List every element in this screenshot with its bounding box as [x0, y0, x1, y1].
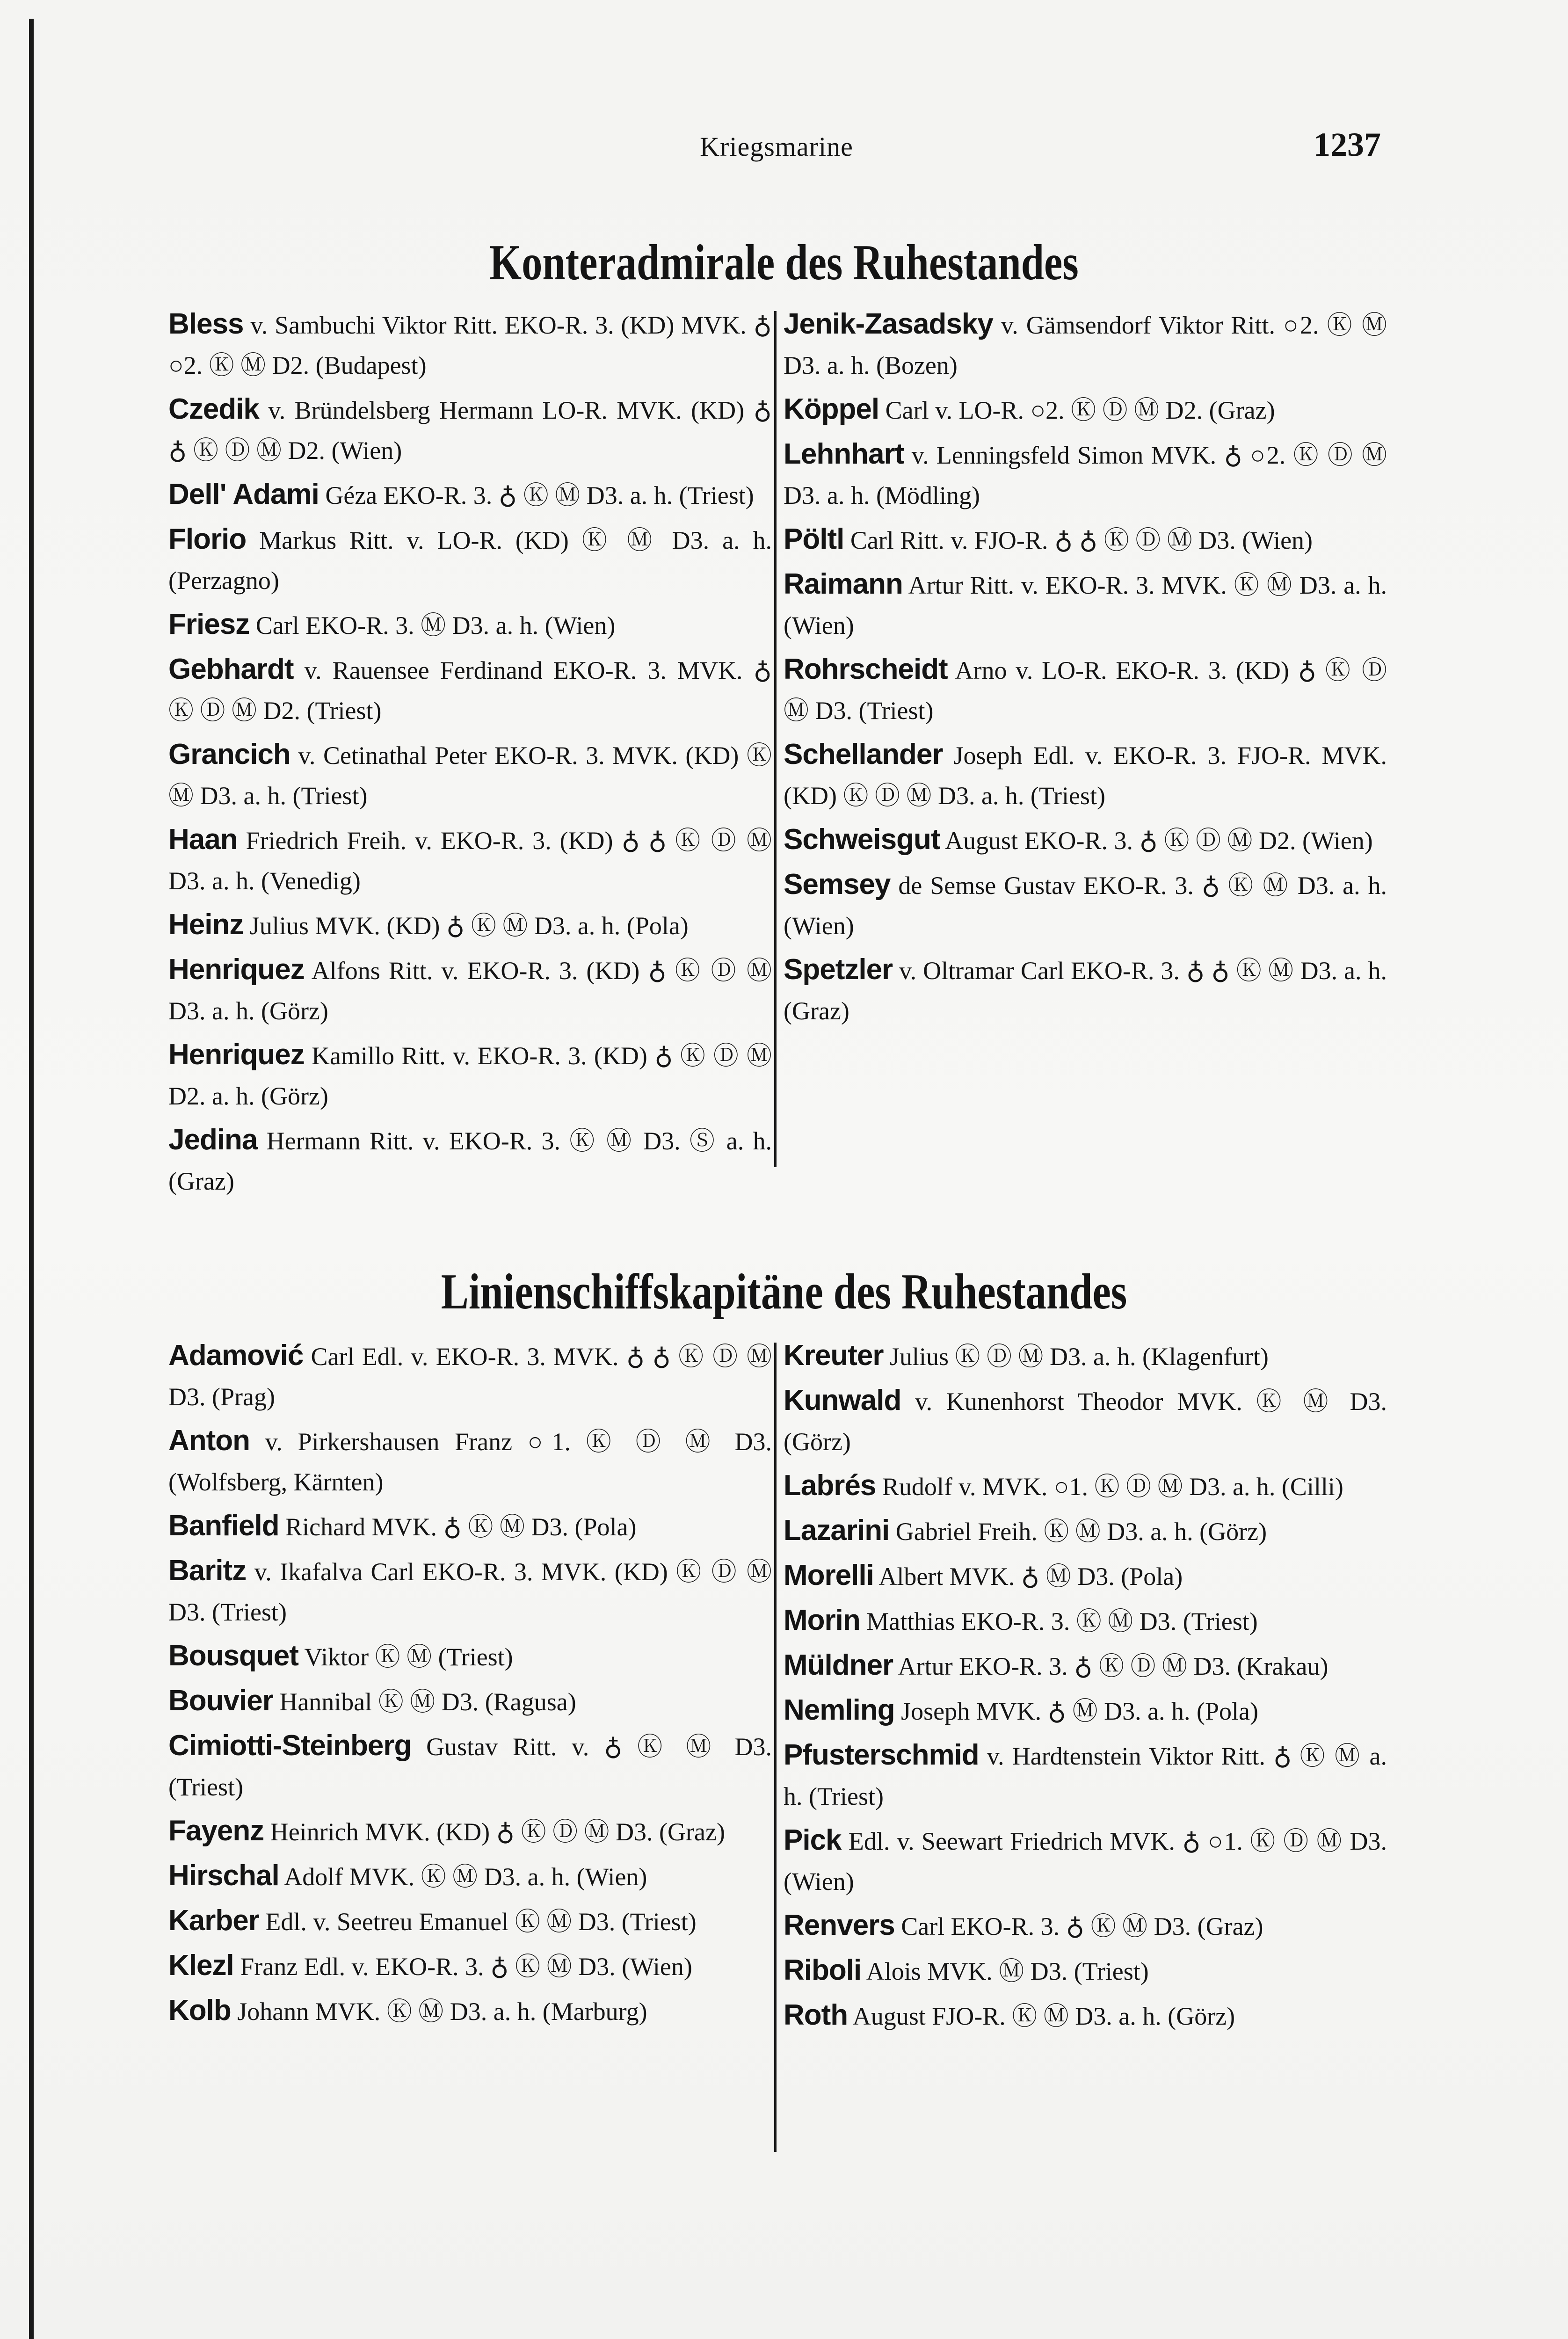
entry-details: August EKO-R. 3. ♁ Ⓚ Ⓓ Ⓜ D2. (Wien) [940, 827, 1373, 855]
entry-surname: Hirschal [168, 1860, 279, 1892]
directory-entry [168, 304, 772, 385]
entry-surname: Bless [168, 308, 244, 340]
column-divider [774, 1343, 777, 2152]
directory-entry [784, 434, 1387, 516]
entry-surname: Henriquez [168, 1039, 305, 1071]
directory-entry [168, 1551, 772, 1632]
directory-entry [168, 1336, 772, 1417]
directory-entry [784, 1995, 1387, 2036]
entry-surname: Jedina [168, 1124, 258, 1156]
section-title-konteradmirale: Konteradmirale des Ruhestandes [489, 235, 1079, 291]
entry-surname: Czedik [168, 393, 259, 425]
entry-details: Arno v. LO-R. EKO-R. 3. (KD) ♁ Ⓚ Ⓓ Ⓜ D3. (Triest) [784, 656, 1387, 725]
entry-surname: Florio [168, 523, 247, 555]
directory-entry [168, 1811, 772, 1852]
directory-entry [168, 1035, 772, 1116]
directory-entry [784, 564, 1387, 646]
entry-surname: Adamović [168, 1339, 304, 1372]
directory-entry [784, 1380, 1387, 1462]
directory-entry [168, 820, 772, 901]
directory-entry [168, 604, 772, 646]
entry-surname: Grancich [168, 738, 290, 770]
section-title-linienschiffskapitaene: Linienschiffskapitäne des Ruhestandes [441, 1264, 1127, 1320]
page-number: 1237 [1314, 126, 1381, 163]
entry-surname: Roth [784, 1999, 848, 2031]
entry-details: Johann MVK. Ⓚ Ⓜ D3. a. h. (Marburg) [231, 1998, 647, 2026]
directory-entry [784, 864, 1387, 946]
entry-details: Joseph Edl. v. EKO-R. 3. FJO-R. MVK. (KD) Ⓚ Ⓓ Ⓜ D3. a. h. (Triest) [784, 741, 1387, 810]
directory-entry [784, 1905, 1387, 1947]
entry-surname: Nemling [784, 1694, 895, 1726]
entry-surname: Semsey [784, 868, 891, 901]
entry-surname: Heinz [168, 908, 244, 941]
entry-surname: Labrés [784, 1469, 876, 1502]
entry-surname: Fayenz [168, 1815, 264, 1847]
directory-entry [784, 950, 1387, 1031]
entry-surname: Kunwald [784, 1384, 901, 1416]
entry-surname: Pöltl [784, 523, 844, 555]
entry-details: v. Cetinathal Peter EKO-R. 3. MVK. (KD) Ⓚ Ⓜ D3. a. h. (Triest) [168, 741, 772, 810]
directory-entry [168, 1681, 772, 1722]
entry-surname: Banfield [168, 1510, 279, 1542]
section1-right-column [784, 304, 1387, 1035]
directory-entry [784, 820, 1387, 861]
entry-details: Friedrich Freih. v. EKO-R. 3. (KD) ♁ ♁ Ⓚ Ⓓ Ⓜ D3. a. h. (Venedig) [168, 827, 772, 895]
directory-entry [784, 1820, 1387, 1902]
directory-entry [784, 1511, 1387, 1552]
entry-details: v. Kunenhorst Theodor MVK. Ⓚ Ⓜ D3. (Görz) [784, 1387, 1387, 1456]
directory-entry [168, 1856, 772, 1897]
entry-details: Julius MVK. (KD) ♁ Ⓚ Ⓜ D3. a. h. (Pola) [243, 912, 689, 940]
directory-entry [784, 1336, 1387, 1377]
entry-details: Edl. v. Seetreu Emanuel Ⓚ Ⓜ D3. (Triest) [259, 1908, 697, 1936]
section1-left-column [168, 304, 772, 1205]
entry-surname: Schellander [784, 738, 943, 770]
entry-details: Gabriel Freih. Ⓚ Ⓜ D3. a. h. (Görz) [889, 1518, 1267, 1546]
entry-details: Alois MVK. Ⓜ D3. (Triest) [861, 1957, 1149, 1985]
directory-entry [168, 1636, 772, 1677]
section2-right-column [784, 1336, 1387, 2040]
directory-entry [784, 1466, 1387, 1507]
directory-entry [784, 734, 1387, 816]
entry-details: Rudolf v. MVK. ○1. Ⓚ Ⓓ Ⓜ D3. a. h. (Cilli) [876, 1473, 1343, 1501]
entry-surname: Riboli [784, 1954, 862, 1986]
directory-entry [784, 1735, 1387, 1816]
entry-surname: Baritz [168, 1554, 247, 1587]
entry-surname: Bousquet [168, 1640, 298, 1672]
entry-details: Gustav Ritt. v. ♁ Ⓚ Ⓜ D3. (Triest) [168, 1733, 772, 1801]
entry-surname: Raimann [784, 568, 903, 600]
entry-details: Franz Edl. v. EKO-R. 3. ♁ Ⓚ Ⓜ D3. (Wien) [233, 1953, 692, 1981]
entry-details: Julius Ⓚ Ⓓ Ⓜ D3. a. h. (Klagenfurt) [883, 1343, 1269, 1371]
entry-surname: Kolb [168, 1994, 231, 2027]
directory-entry [168, 649, 772, 731]
directory-entry [784, 1555, 1387, 1597]
directory-entry [168, 1506, 772, 1547]
entry-surname: Köppel [784, 393, 879, 425]
directory-entry [784, 1950, 1387, 1991]
entry-surname: Müldner [784, 1649, 893, 1681]
directory-entry [168, 474, 772, 516]
directory-entry [168, 1946, 772, 1987]
directory-entry [168, 1120, 772, 1201]
entry-surname: Gebhardt [168, 653, 294, 685]
entry-details: Alfons Ritt. v. EKO-R. 3. (KD) ♁ Ⓚ Ⓓ Ⓜ D3. a. h. (Görz) [168, 957, 772, 1025]
entry-details: Hannibal Ⓚ Ⓜ D3. (Ragusa) [273, 1688, 576, 1716]
entry-details: Artur Ritt. v. EKO-R. 3. MVK. Ⓚ Ⓜ D3. a. h. (Wien) [784, 571, 1387, 639]
entry-surname: Rohrscheidt [784, 653, 948, 685]
directory-entry [168, 1726, 772, 1807]
entry-surname: Pfusterschmid [784, 1739, 979, 1771]
entry-surname: Lehnhart [784, 438, 904, 470]
directory-entry [168, 1901, 772, 1942]
entry-surname: Kreuter [784, 1339, 884, 1372]
directory-entry [784, 519, 1387, 560]
directory-entry [168, 734, 772, 816]
section2-left-column [168, 1336, 772, 2035]
entry-details: Artur EKO-R. 3. ♁ Ⓚ Ⓓ Ⓜ D3. (Krakau) [893, 1652, 1328, 1680]
entry-details: Hermann Ritt. v. EKO-R. 3. Ⓚ Ⓜ D3. Ⓢ a. h. (Graz) [168, 1127, 772, 1195]
entry-details: v. Ikafalva Carl EKO-R. 3. MVK. (KD) Ⓚ Ⓓ Ⓜ D3. (Triest) [168, 1558, 772, 1626]
entry-details: v. Pirkershausen Franz ○1. Ⓚ Ⓓ Ⓜ D3. (Wolfsberg, Kärnten) [168, 1428, 772, 1496]
entry-surname: Henriquez [168, 953, 305, 986]
entry-details: Carl Edl. v. EKO-R. 3. MVK. ♁ ♁ Ⓚ Ⓓ Ⓜ D3. (Prag) [168, 1343, 772, 1411]
directory-entry [784, 389, 1387, 430]
entry-details: v. Bründelsberg Hermann LO-R. MVK. (KD) ♁ ♁ Ⓚ Ⓓ Ⓜ D2. (Wien) [168, 396, 772, 465]
entry-details: Kamillo Ritt. v. EKO-R. 3. (KD) ♁ Ⓚ Ⓓ Ⓜ D2. a. h. (Görz) [168, 1042, 772, 1110]
entry-surname: Karber [168, 1904, 259, 1937]
entry-surname: Renvers [784, 1909, 895, 1941]
binding-edge [29, 19, 34, 2339]
entry-details: Albert MVK. ♁ Ⓜ D3. (Pola) [873, 1562, 1183, 1591]
entry-details: Carl v. LO-R. ○2. Ⓚ Ⓓ Ⓜ D2. (Graz) [879, 396, 1275, 424]
entry-surname: Friesz [168, 608, 250, 640]
entry-details: Carl Ritt. v. FJO-R. ♁ ♁ Ⓚ Ⓓ Ⓜ D3. (Wien) [844, 526, 1313, 554]
directory-entry [168, 950, 772, 1031]
entry-surname: Jenik-Zasadsky [784, 308, 993, 340]
entry-surname: Lazarini [784, 1514, 890, 1547]
entry-surname: Morelli [784, 1559, 874, 1591]
directory-entry [168, 905, 772, 946]
entry-surname: Pick [784, 1824, 842, 1856]
entry-surname: Anton [168, 1424, 250, 1457]
entry-details: Viktor Ⓚ Ⓜ (Triest) [298, 1643, 513, 1671]
entry-surname: Schweisgut [784, 823, 940, 856]
directory-entry [784, 304, 1387, 385]
entry-details: Géza EKO-R. 3. ♁ Ⓚ Ⓜ D3. a. h. (Triest) [319, 481, 754, 509]
running-title: Kriegsmarine [700, 131, 853, 162]
directory-entry [168, 389, 772, 471]
directory-entry [168, 519, 772, 601]
entry-details: Edl. v. Seewart Friedrich MVK. ♁ ○1. Ⓚ Ⓓ Ⓜ D3. (Wien) [784, 1827, 1387, 1896]
directory-entry [784, 1600, 1387, 1642]
entry-surname: Morin [784, 1604, 860, 1636]
entry-details: v. Oltramar Carl EKO-R. 3. ♁ ♁ Ⓚ Ⓜ D3. a. h. (Graz) [784, 957, 1387, 1025]
directory-entry [784, 1645, 1387, 1686]
entry-surname: Bouvier [168, 1685, 273, 1717]
entry-details: v. Sambuchi Viktor Ritt. EKO-R. 3. (KD) MVK. ♁ ○2. Ⓚ Ⓜ D2. (Budapest) [168, 311, 772, 379]
entry-surname: Spetzler [784, 953, 893, 986]
entry-details: Richard MVK. ♁ Ⓚ Ⓜ D3. (Pola) [279, 1513, 637, 1541]
entry-details: v. Lenningsfeld Simon MVK. ♁ ○2. Ⓚ Ⓓ Ⓜ D3. a. h. (Mödling) [784, 441, 1387, 509]
directory-entry [168, 1990, 772, 2032]
directory-entry [784, 649, 1387, 731]
directory-entry [784, 1690, 1387, 1731]
entry-surname: Cimiotti-Steinberg [168, 1729, 412, 1762]
entry-surname: Dell' Adami [168, 478, 319, 510]
entry-details: Matthias EKO-R. 3. Ⓚ Ⓜ D3. (Triest) [860, 1607, 1258, 1635]
entry-details: v. Gämsendorf Viktor Ritt. ○2. Ⓚ Ⓜ D3. a. h. (Bozen) [784, 311, 1387, 379]
entry-details: Carl EKO-R. 3. Ⓜ D3. a. h. (Wien) [249, 611, 616, 639]
entry-details: Joseph MVK. ♁ Ⓜ D3. a. h. (Pola) [894, 1697, 1259, 1725]
entry-details: Carl EKO-R. 3. ♁ Ⓚ Ⓜ D3. (Graz) [894, 1912, 1263, 1940]
entry-details: v. Rauensee Ferdinand EKO-R. 3. MVK. ♁ Ⓚ Ⓓ Ⓜ D2. (Triest) [168, 656, 772, 725]
entry-details: Adolf MVK. Ⓚ Ⓜ D3. a. h. (Wien) [279, 1863, 647, 1891]
entry-details: August FJO-R. Ⓚ Ⓜ D3. a. h. (Görz) [848, 2002, 1235, 2030]
entry-surname: Klezl [168, 1949, 234, 1982]
entry-surname: Haan [168, 823, 238, 856]
entry-details: de Semse Gustav EKO-R. 3. ♁ Ⓚ Ⓜ D3. a. h. (Wien) [784, 872, 1387, 940]
column-divider [774, 311, 777, 1167]
entry-details: Heinrich MVK. (KD) ♁ Ⓚ Ⓓ Ⓜ D3. (Graz) [264, 1818, 725, 1846]
directory-entry [168, 1421, 772, 1502]
entry-details: v. Hardtenstein Viktor Ritt. ♁ Ⓚ Ⓜ a. h. (Triest) [784, 1742, 1387, 1810]
entry-details: Markus Ritt. v. LO-R. (KD) Ⓚ Ⓜ D3. a. h. (Perzagno) [168, 526, 772, 595]
